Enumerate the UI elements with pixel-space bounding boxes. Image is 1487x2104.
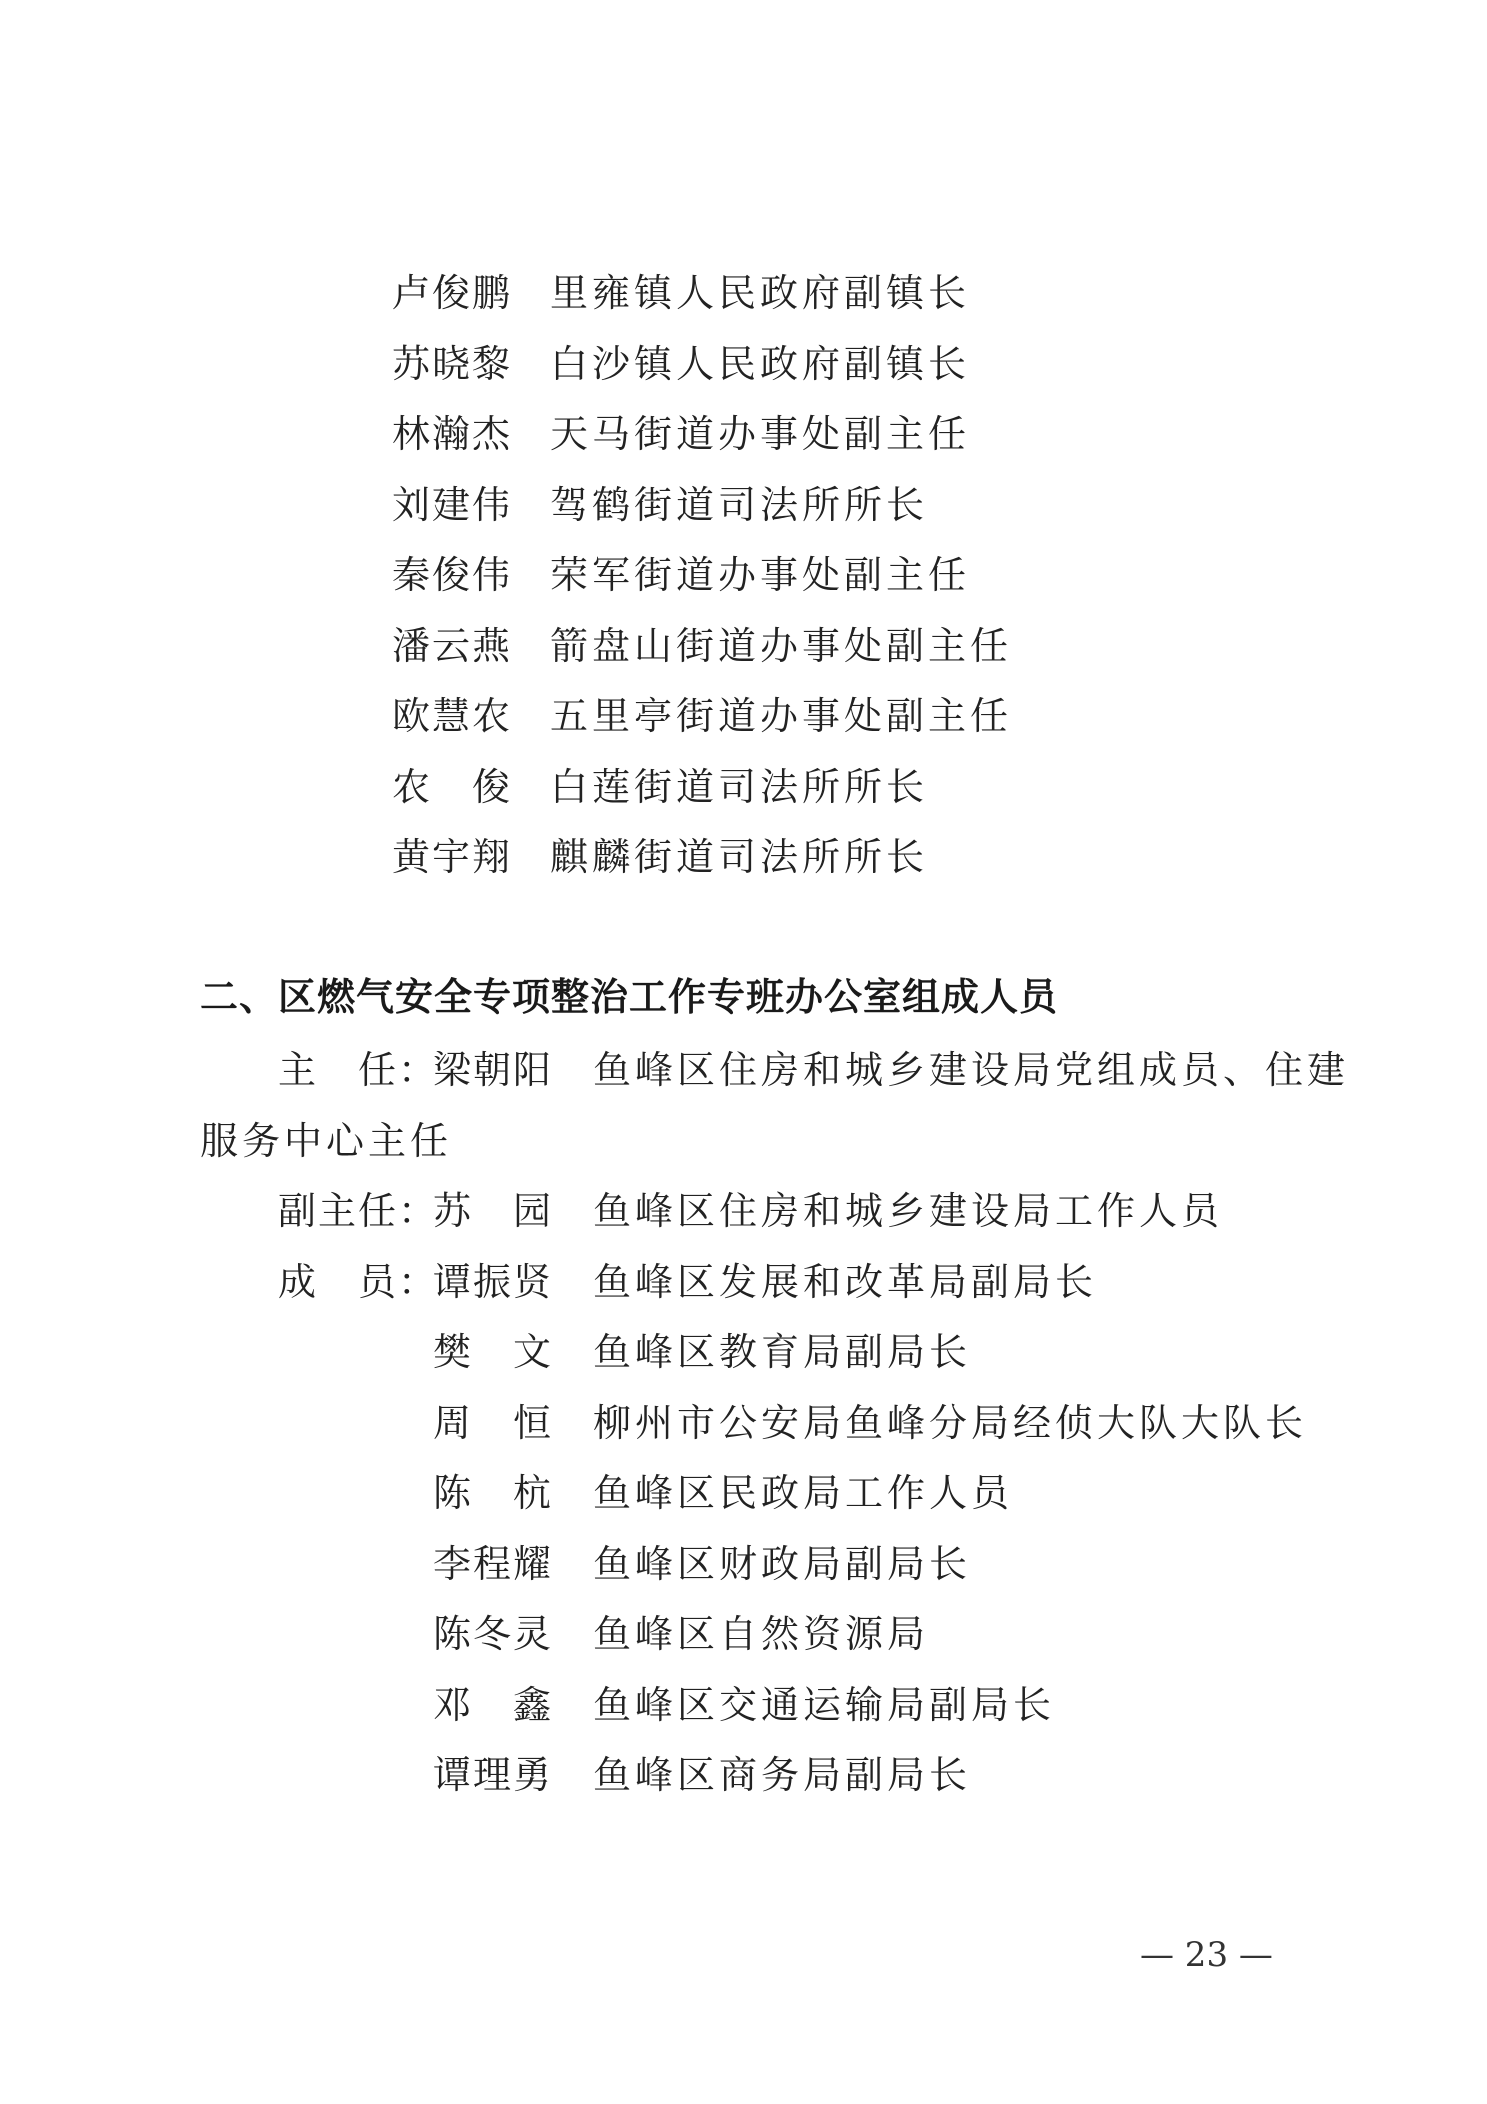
list-item bbox=[200, 1670, 1320, 1741]
member-position: 五里亭街道办事处副主任 bbox=[550, 694, 1013, 738]
list-item bbox=[200, 1599, 1320, 1670]
director-position: 鱼峰区住房和城乡建设局党组成员、住建 bbox=[593, 1048, 1350, 1092]
member-position: 驾鹤街道司法所所长 bbox=[550, 482, 929, 527]
member-position: 箭盘山街道办事处副主任 bbox=[550, 623, 1013, 668]
member-position: 鱼峰区商务局副局长 bbox=[593, 1753, 972, 1797]
member-position: 鱼峰区财政局副局长 bbox=[593, 1541, 972, 1586]
list-item bbox=[392, 399, 1012, 470]
director-name: 梁朝阳 bbox=[433, 1048, 554, 1092]
member-position: 鱼峰区发展和改革局副局长 bbox=[593, 1259, 1098, 1304]
member-position: 荣军街道办事处副主任 bbox=[550, 553, 971, 597]
member-position: 麒麟街道司法所所长 bbox=[550, 835, 929, 879]
member-name: 欧慧农 bbox=[392, 694, 513, 738]
list-item bbox=[392, 329, 1012, 400]
members-label: 成 员： bbox=[278, 1259, 439, 1304]
deputy-name: 苏 园 bbox=[433, 1189, 554, 1233]
list-item bbox=[392, 611, 1012, 682]
part1-member-list bbox=[392, 258, 1012, 893]
member-name: 林瀚杰 bbox=[392, 412, 513, 456]
list-item bbox=[392, 822, 1012, 893]
member-name: 黄宇翔 bbox=[392, 835, 513, 879]
member-position: 白沙镇人民政府副镇长 bbox=[550, 341, 971, 386]
member-position: 鱼峰区交通运输局副局长 bbox=[593, 1682, 1056, 1727]
member-name: 刘建伟 bbox=[392, 482, 513, 527]
member-name: 谭理勇 bbox=[433, 1753, 554, 1797]
director-row bbox=[200, 1035, 1350, 1106]
list-item bbox=[200, 1317, 1320, 1388]
member-name: 陈冬灵 bbox=[433, 1612, 554, 1656]
list-item bbox=[392, 258, 1012, 329]
director-position-continued bbox=[200, 1106, 1320, 1177]
member-name: 李程耀 bbox=[433, 1541, 554, 1586]
member-name: 陈 杭 bbox=[433, 1471, 554, 1515]
list-item bbox=[392, 540, 1012, 611]
member-position: 里雍镇人民政府副镇长 bbox=[550, 271, 971, 315]
member-position: 柳州市公安局鱼峰分局经侦大队大队长 bbox=[593, 1400, 1308, 1445]
director-position-line2: 服务中心主任 bbox=[200, 1118, 453, 1163]
deputy-label: 副主任： bbox=[278, 1189, 439, 1233]
member-name: 邓 鑫 bbox=[433, 1682, 554, 1727]
section-heading: 二、区燃气安全专项整治工作专班办公室组成人员 bbox=[200, 975, 1059, 1019]
member-position: 白莲街道司法所所长 bbox=[550, 764, 929, 809]
deputy-position: 鱼峰区住房和城乡建设局工作人员 bbox=[593, 1189, 1224, 1233]
section2-body bbox=[200, 1035, 1350, 1811]
member-name: 谭振贤 bbox=[433, 1259, 554, 1304]
list-item bbox=[200, 1529, 1320, 1600]
director-label: 主 任： bbox=[278, 1048, 439, 1092]
list-item bbox=[200, 1740, 1320, 1811]
list-item bbox=[392, 752, 1012, 823]
member-name: 周 恒 bbox=[433, 1400, 554, 1445]
member-position: 鱼峰区教育局副局长 bbox=[593, 1330, 972, 1374]
deputy-row bbox=[200, 1176, 1320, 1247]
list-item bbox=[200, 1388, 1320, 1459]
page-number: — 23 — bbox=[1140, 1935, 1273, 1975]
member-name: 潘云燕 bbox=[392, 623, 513, 668]
member-position: 鱼峰区民政局工作人员 bbox=[593, 1471, 1014, 1515]
list-item bbox=[392, 681, 1012, 752]
members-first-row bbox=[200, 1247, 1320, 1318]
member-name: 秦俊伟 bbox=[392, 553, 513, 597]
member-name: 农 俊 bbox=[392, 764, 513, 809]
member-name: 苏晓黎 bbox=[392, 341, 513, 386]
member-position: 鱼峰区自然资源局 bbox=[593, 1612, 930, 1656]
list-item bbox=[200, 1458, 1320, 1529]
member-name: 樊 文 bbox=[433, 1330, 554, 1374]
member-position: 天马街道办事处副主任 bbox=[550, 412, 971, 456]
list-item bbox=[392, 470, 1012, 541]
member-name: 卢俊鹏 bbox=[392, 271, 513, 315]
